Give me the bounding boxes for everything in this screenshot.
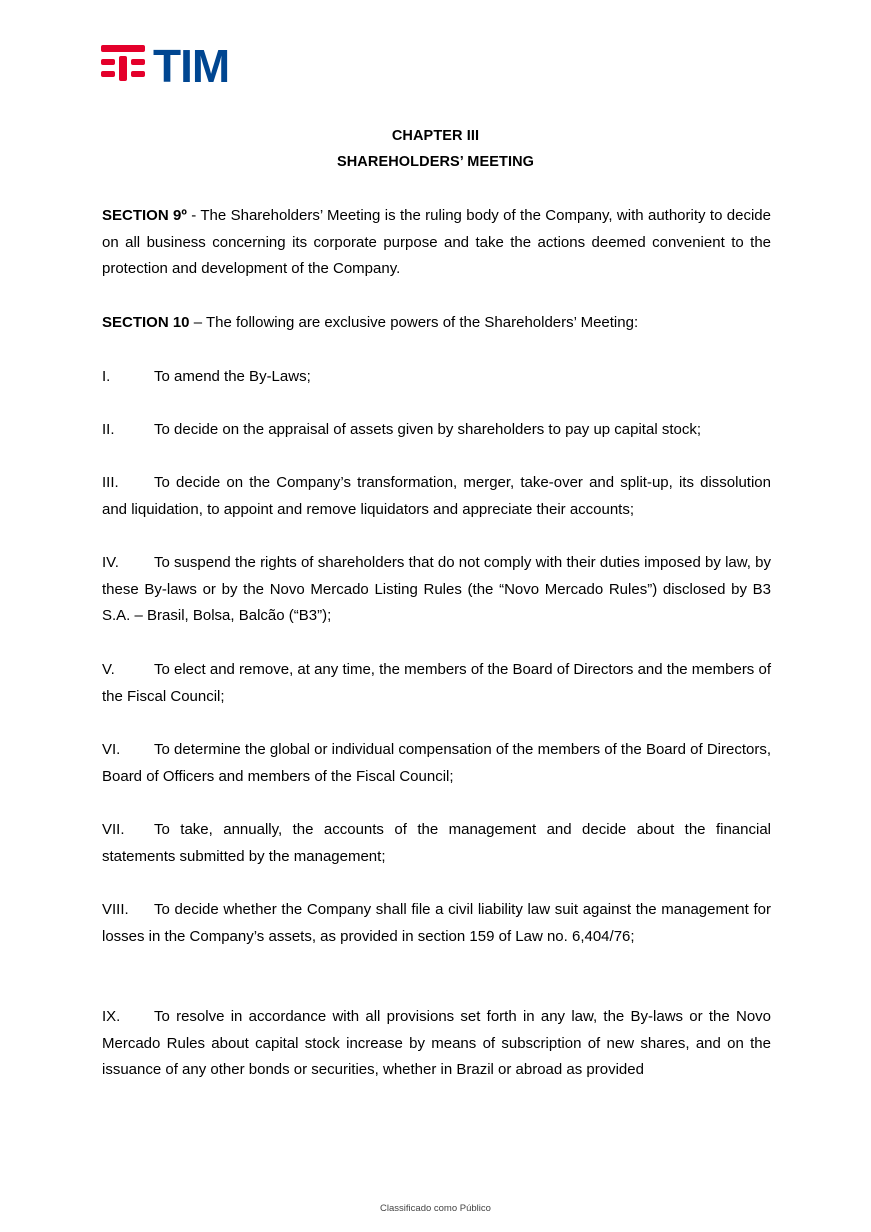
list-item (102, 897, 771, 950)
list-item (102, 550, 771, 630)
tim-logo-mark (101, 44, 246, 84)
item-text: To resolve in accordance with all provisions set forth in any law, the By-laws or the Novo Mercado Rules about capital stock increase by means of subscription of new shares, and on the issuance of any other bonds or securities, whether in Brazil or abroad as provided (102, 1008, 771, 1079)
item-text: To decide on the appraisal of assets given by shareholders to pay up capital stock; (154, 421, 701, 438)
chapter-title: CHAPTER III (391, 128, 480, 144)
item-number: VI. (102, 741, 121, 758)
item-text: To determine the global or individual compensation of the members of the Board of Directors, Board of Officers and members of the Fiscal Council; (102, 741, 771, 785)
chapter-subtitle: SHAREHOLDERS’ MEETING (336, 154, 535, 170)
item-text: To take, annually, the accounts of the management and decide about the financial statements submitted by the management; (102, 821, 771, 865)
classification-footer: Classificado como Público (380, 1203, 491, 1214)
item-text: To decide on the Company’s transformation, merger, take-over and split-up, its dissolution and liquidation, to appoint and remove liquidators and appreciate their accounts; (102, 474, 771, 518)
item-text: To suspend the rights of shareholders that do not comply with their duties imposed by law, by these By-laws or by the Novo Mercado Listing Rules (the “Novo Mercado Rules”) disclosed by B3 S.A. – Brasil, Bolsa, Balcão (“B3”); (102, 554, 771, 625)
tim-logo (101, 44, 246, 84)
section-9 (102, 203, 771, 283)
list-item (102, 364, 771, 391)
list-item (102, 417, 771, 444)
list-item (102, 657, 771, 710)
item-number: IX. (102, 1008, 121, 1025)
item-number: V. (102, 661, 115, 678)
item-number: II. (102, 421, 115, 438)
logo-text: TIM (153, 44, 230, 84)
item-text: To elect and remove, at any time, the members of the Board of Directors and the members of the Fiscal Council; (102, 661, 771, 705)
list-item (102, 1004, 771, 1084)
item-text: To decide whether the Company shall file a civil liability law suit against the management for losses in the Company’s assets, as provided in section 159 of Law no. 6,404/76; (102, 901, 771, 945)
section-label: SECTION 10 (102, 314, 190, 331)
section-text: – The following are exclusive powers of the Shareholders’ Meeting: (189, 314, 639, 331)
item-number: VIII. (102, 901, 129, 918)
list-item (102, 737, 771, 790)
list-item (102, 817, 771, 870)
section-10 (102, 310, 771, 337)
item-text: To amend the By-Laws; (154, 368, 311, 385)
item-number: VII. (102, 821, 125, 838)
item-number: III. (102, 474, 119, 491)
item-number: I. (102, 368, 111, 385)
item-number: IV. (102, 554, 119, 571)
list-item (102, 470, 771, 523)
section-label: SECTION 9º (102, 207, 187, 224)
section-text: - The Shareholders’ Meeting is the ruling body of the Company, with authority to decide on all business concerning its corporate purpose and take the actions deemed convenient to the protection and development of the Company. (102, 207, 771, 278)
